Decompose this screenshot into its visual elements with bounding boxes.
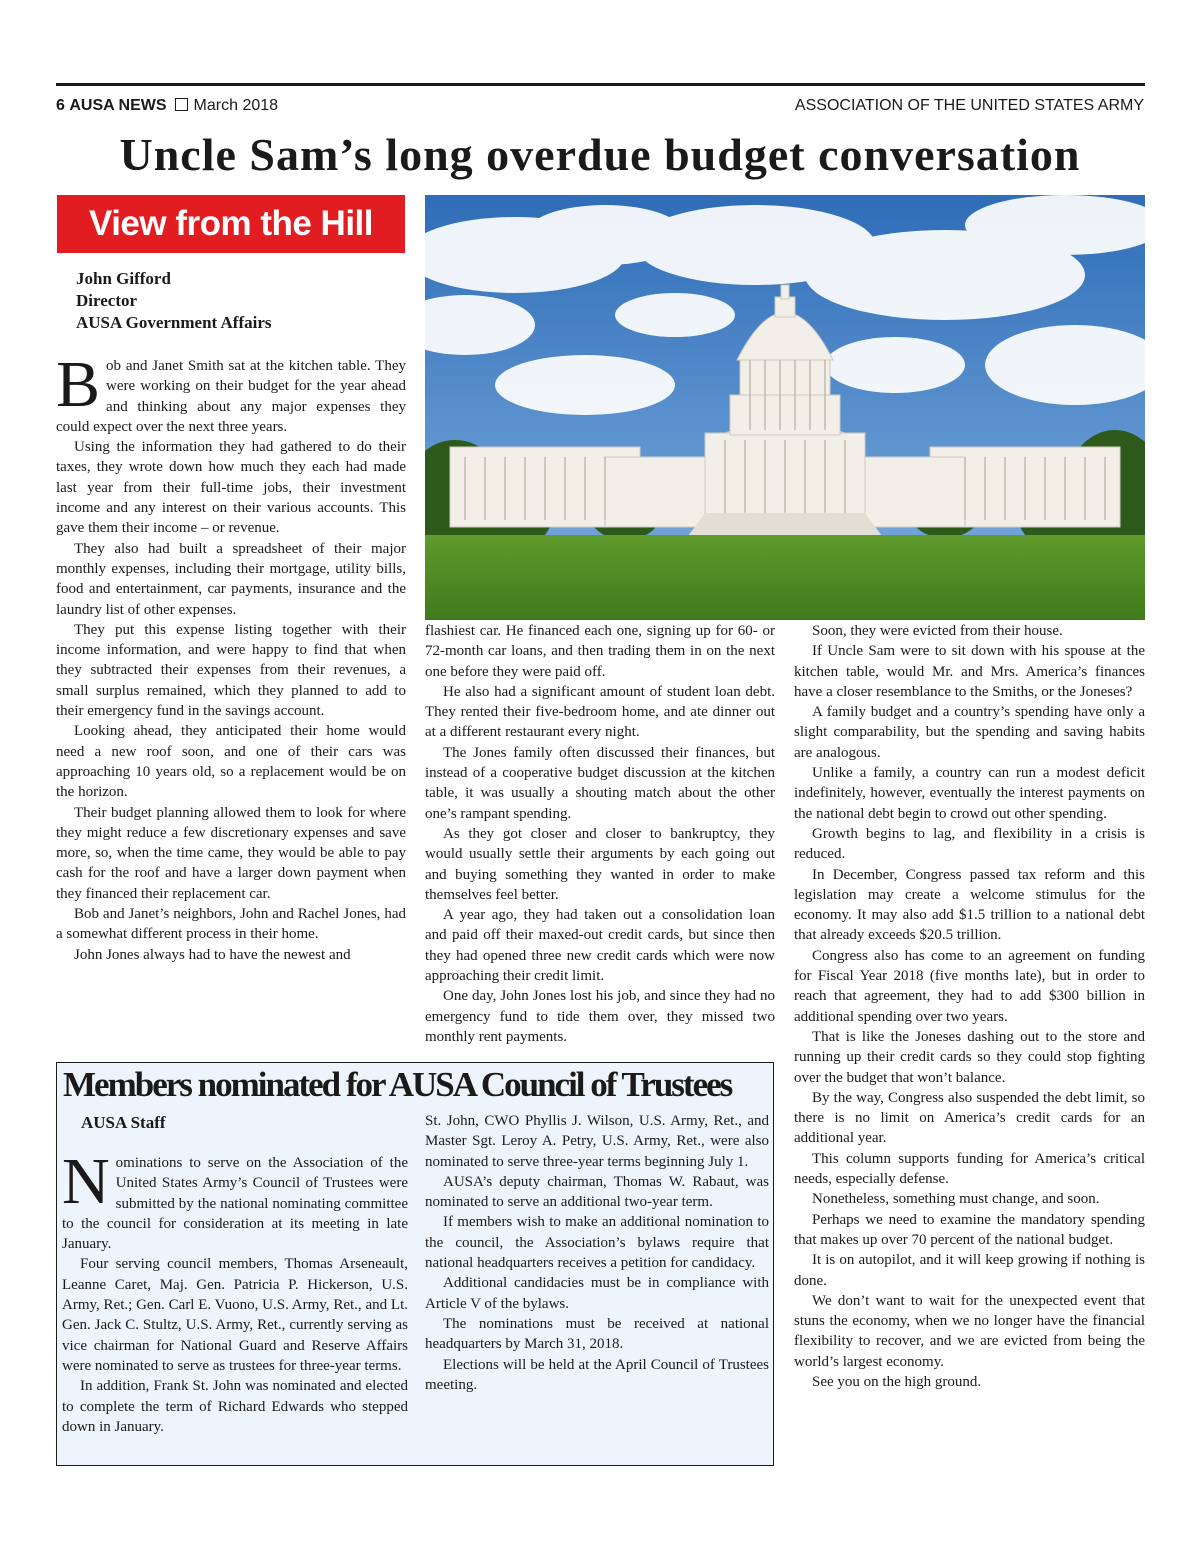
nominees-byline: AUSA Staff bbox=[81, 1113, 166, 1132]
drop-cap: B bbox=[56, 348, 101, 421]
article-paragraph: They put this expense listing together with their income information, and were happy to find that when they subtracted their expenses from their revenues, a small surplus remained, which they planned to add to their emergency fund in the savings account. bbox=[56, 621, 406, 720]
article-paragraph: See you on the high ground. bbox=[812, 1373, 982, 1390]
issue-date: March 2018 bbox=[193, 97, 279, 114]
organization-name: ASSOCIATION OF THE UNITED STATES ARMY bbox=[794, 97, 1144, 114]
column-label-banner: View from the Hill bbox=[57, 195, 405, 253]
checkbox-square-icon bbox=[175, 98, 188, 111]
nominees-paragraph: Four serving council members, Thomas Arseneault, Leanne Caret, Maj. Gen. Patricia P. Hickerson, U.S. Army, Ret.; Gen. Carl E. Vuono, U.S. Army, Ret., and Lt. Gen. Jack C. Stultz, U.S. Army, Ret., currently serving as vice chairman for National Guard and Reserve Affairs were nominated to serve as trustees for three-year terms. bbox=[62, 1256, 408, 1374]
nominees-paragraph: If members wish to make an additional nomination to the council, the Association’s bylaws require that national headquarters receives a petition for candidacy. bbox=[425, 1214, 769, 1272]
article-paragraph: Growth begins to lag, and flexibility in a crisis is reduced. bbox=[794, 825, 1145, 863]
article-paragraph: Their budget planning allowed them to look for where they might reduce a few discretionary expenses and save more, so, when the time came, they would be able to pay cash for the roof and have a larger down payment when they financed their replacement car. bbox=[56, 804, 406, 902]
nominees-column-1 bbox=[62, 1145, 408, 1437]
article-column-2 bbox=[425, 621, 775, 1047]
nominees-column-2 bbox=[425, 1111, 769, 1395]
article-paragraph: The Jones family often discussed their finances, but instead of a cooperative budget discussion at the kitchen table, it was usually a shouting match about the other one’s rampant spending. bbox=[425, 744, 775, 822]
article-column-1 bbox=[56, 348, 406, 965]
nominees-paragraph: The nominations must be received at national headquarters by March 31, 2018. bbox=[425, 1315, 769, 1353]
article-paragraph: One day, John Jones lost his job, and since they had no emergency fund to tide them over, they missed two monthly rent payments. bbox=[425, 988, 775, 1045]
article-paragraph: In December, Congress passed tax reform and this legislation may create a welcome stimulus for the economy. It may also add $1.5 trillion to a national debt that already exceeds $20.5 trillion. bbox=[794, 866, 1145, 944]
article-paragraph: Soon, they were evicted from their house. bbox=[812, 623, 1063, 639]
author-title: Director bbox=[76, 291, 138, 310]
article-paragraph: This column supports funding for America’s critical needs, especially defense. bbox=[794, 1150, 1145, 1188]
article-first-paragraph: Bob and Janet Smith sat at the kitchen table. They were working on their budget for the year ahead and thinking about any major expenses they could expect over the next three years. bbox=[56, 348, 406, 435]
nominees-paragraph: Additional candidacies must be in compliance with Article V of the bylaws. bbox=[425, 1275, 769, 1312]
article-paragraph: Perhaps we need to examine the mandatory spending that makes up over 70 percent of the national budget. bbox=[794, 1211, 1145, 1248]
article-paragraph: He also had a significant amount of student loan debt. They rented their five-bedroom home, and ate dinner out at a different restaurant every night. bbox=[425, 683, 775, 741]
nominees-paragraph: In addition, Frank St. John was nominated and elected to complete the term of Richard Edwards who stepped down in January. bbox=[62, 1378, 408, 1435]
article-paragraph: Using the information they had gathered to do their taxes, they wrote down how much they each had made last year from their full-time jobs, their investment income and any interest on their various accounts. This gave them their income – or revenue. bbox=[56, 439, 406, 537]
article-paragraph: Looking ahead, they anticipated their home would need a new roof soon, and one of their cars was approaching 10 years old, so a replacement would be on the horizon. bbox=[56, 723, 406, 801]
header-rule bbox=[56, 83, 1145, 86]
article-paragraph: We don’t want to wait for the unexpected event that stuns the economy, when we no longer have the financial flexibility to recover, and we are evicted from being the world’s largest economy. bbox=[794, 1292, 1145, 1370]
nominees-paragraph: Elections will be held at the April Council of Trustees meeting. bbox=[425, 1356, 769, 1393]
nominees-sidebar-box bbox=[56, 1062, 774, 1466]
author-department: AUSA Government Affairs bbox=[76, 313, 272, 332]
article-paragraph: Bob and Janet’s neighbors, John and Rachel Jones, had a somewhat different process in their home. bbox=[56, 906, 406, 943]
article-paragraph: It is on autopilot, and it will keep growing if nothing is done. bbox=[794, 1252, 1145, 1289]
nominees-paragraph-continued: St. John, CWO Phyllis J. Wilson, U.S. Army, Ret., and Master Sgt. Leroy A. Petry, U.S. Army, Ret., were also nominated to serve three-year terms beginning July 1. bbox=[425, 1113, 769, 1170]
nominees-first-paragraph: Nominations to serve on the Association of the United States Army’s Council of Trustees were submitted by the national nominating committee to the council for consideration at its meeting in late January. bbox=[62, 1145, 408, 1253]
article-paragraph: That is like the Joneses dashing out to the store and running up their credit cards so they could stop fighting over the budget that won’t balance. bbox=[794, 1028, 1145, 1086]
article-column-3 bbox=[794, 621, 1145, 1392]
article-paragraph: As they got closer and closer to bankruptcy, they would usually settle their arguments by each going out and buying something they wanted in order to make themselves feel better. bbox=[425, 825, 775, 903]
article-paragraph: They also had built a spreadsheet of their major monthly expenses, including their mortgage, utility bills, food and entertainment, car payments, insurance and the laundry list of other expenses. bbox=[56, 540, 406, 618]
byline bbox=[76, 268, 271, 334]
drop-cap: N bbox=[62, 1145, 110, 1218]
nominees-paragraph: AUSA’s deputy chairman, Thomas W. Rabaut, was nominated to serve an additional two-year term. bbox=[425, 1173, 769, 1211]
nominees-headline: Members nominated for AUSA Council of Trustees bbox=[63, 1065, 732, 1104]
page-number: 6 bbox=[56, 97, 65, 114]
article-paragraph: By the way, Congress also suspended the debt limit, so there is no limit on America’s credit cards for an additional year. bbox=[794, 1089, 1145, 1147]
article-paragraph: If Uncle Sam were to sit down with his spouse at the kitchen table, would Mr. and Mrs. America’s finances have a closer resemblance to the Smiths, or the Joneses? bbox=[794, 643, 1145, 700]
author-name: John Gifford bbox=[76, 269, 171, 288]
capitol-building-photo bbox=[425, 195, 1145, 620]
page-header-left bbox=[56, 97, 278, 115]
article-paragraph: Congress also has come to an agreement on funding for Fiscal Year 2018 (five months late), but in order to reach that agreement, they had to add $300 billion in additional spending over two years. bbox=[794, 947, 1145, 1025]
article-paragraph: A year ago, they had taken out a consolidation loan and paid off their maxed-out credit cards, but since then they had opened three new credit cards which were now approaching their credit limit. bbox=[425, 907, 775, 985]
article-paragraph: A family budget and a country’s spending have only a slight comparability, but the spending and saving habits are analogous. bbox=[794, 704, 1145, 761]
article-paragraph: Unlike a family, a country can run a modest deficit indefinitely, however, eventually the interest payments on the national debt begin to crowd out other spending. bbox=[794, 765, 1145, 822]
article-paragraph-continued: flashiest car. He financed each one, signing up for 60- or 72-month car loans, and then trading them in on the next one before they were paid off. bbox=[425, 623, 775, 680]
page-headline: Uncle Sam’s long overdue budget conversation bbox=[119, 129, 1081, 180]
article-paragraph: Nonetheless, something must change, and soon. bbox=[812, 1191, 1100, 1208]
article-paragraph: John Jones always had to have the newest and bbox=[74, 946, 351, 963]
publication-name: AUSA NEWS bbox=[69, 97, 167, 114]
